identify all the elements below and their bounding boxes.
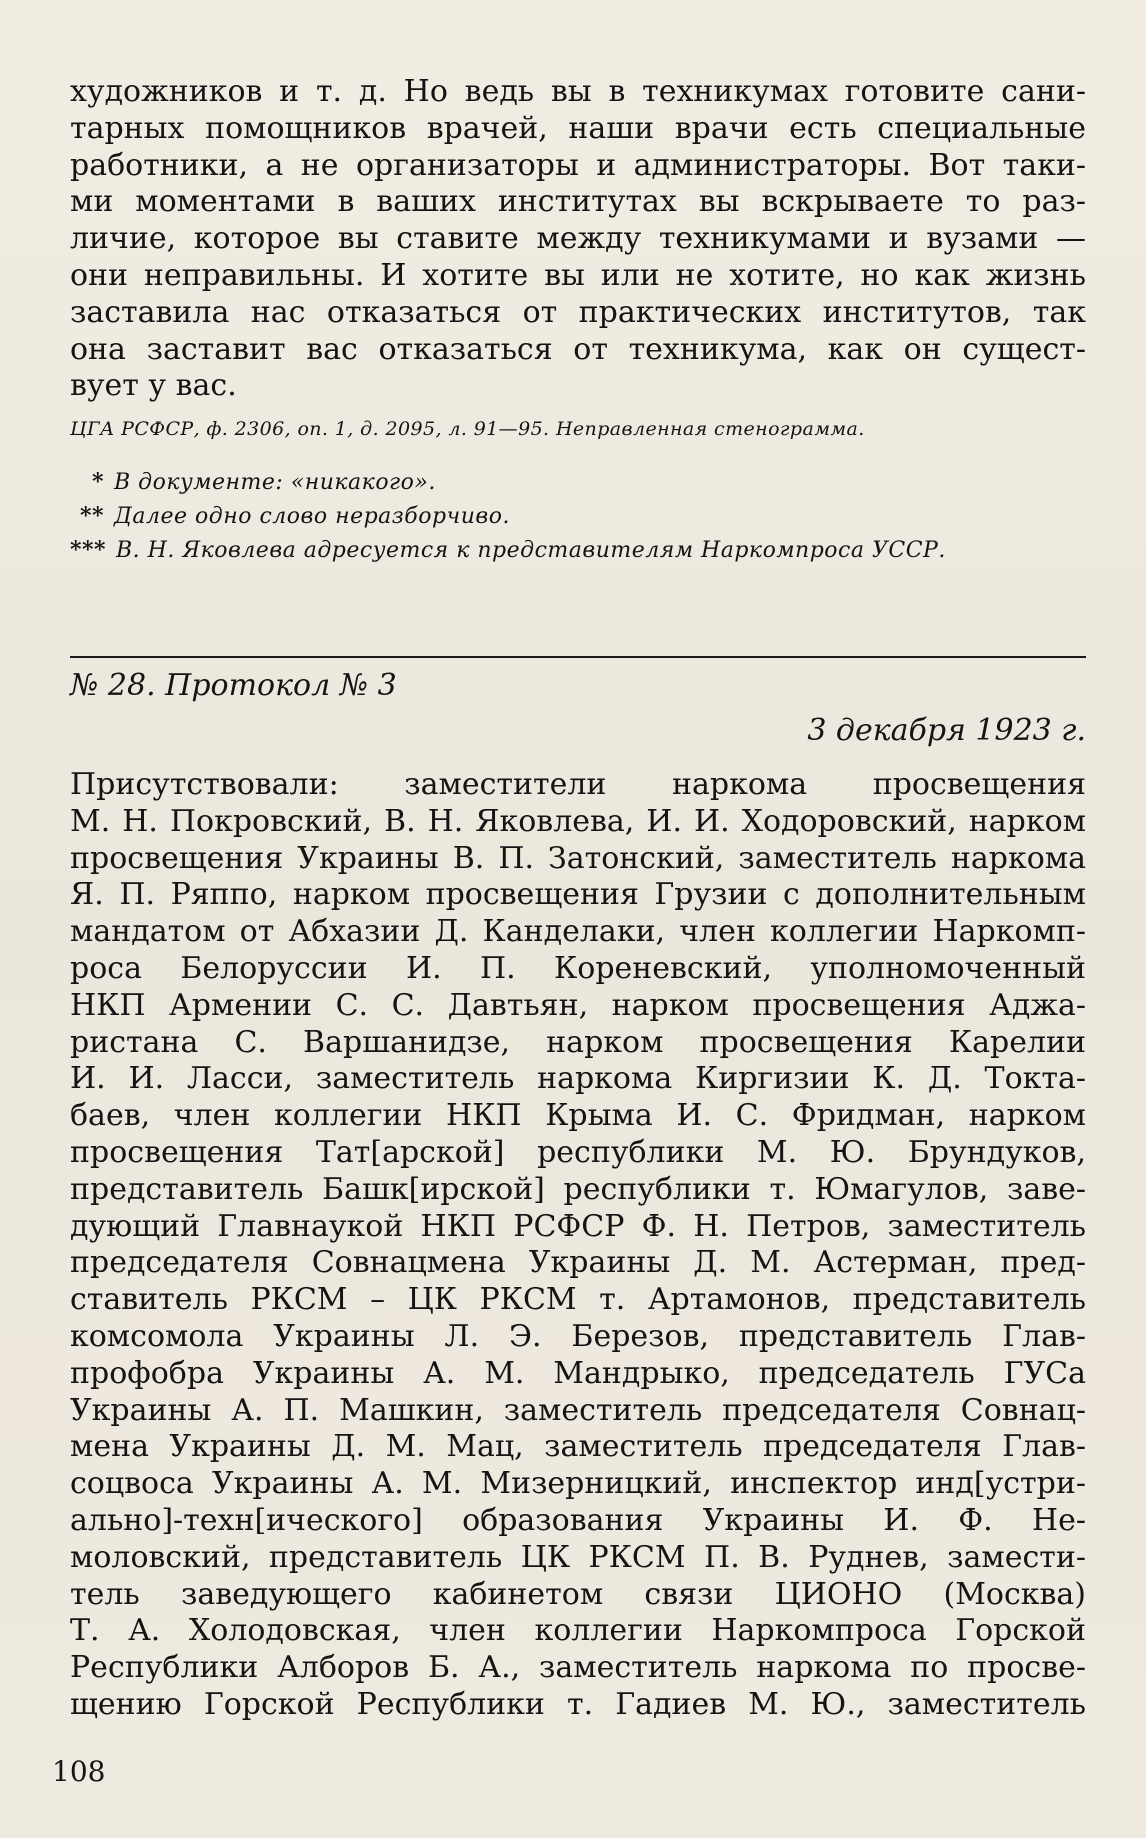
text-line: профобра Украины А. М. Мандрыко, председатель ГУСа	[70, 1355, 1086, 1391]
document-heading: № 28. Протокол № 3	[70, 668, 397, 703]
text-line: Присутствовали: заместители наркома просвещения	[70, 767, 1086, 802]
text-line: тель заведующего кабинетом связи ЦИОНО (Москва)	[70, 1576, 1086, 1612]
text-line: НКП Армении С. С. Давтьян, нарком просвещения Аджа-	[70, 987, 1086, 1023]
text-line: И. И. Ласси, заместитель наркома Киргизии К. Д. Токта-	[70, 1061, 1086, 1097]
footnote-mark: ***	[70, 537, 107, 563]
protocol-paragraph	[70, 767, 1086, 1724]
text-line: они неправильны. И хотите вы или не хотите, но как жизнь	[70, 257, 1086, 293]
text-line: баев, член коллегии НКП Крыма И. С. Фридман, нарком	[70, 1098, 1086, 1134]
footnote-text: В документе: «никакого».	[114, 470, 436, 495]
text-line: работники, а не организаторы и администраторы. Вот таки-	[70, 147, 1086, 183]
footnote-2	[80, 503, 510, 529]
footnote-3	[70, 537, 946, 563]
text-line: Украины А. П. Машкин, заместитель председателя Совнац-	[70, 1392, 1086, 1428]
footnote-mark: *	[92, 469, 105, 495]
text-line: заставила нас отказаться от практических институтов, так	[70, 294, 1086, 330]
page-number: 108	[52, 1755, 106, 1788]
document-date: 3 декабря 1923 г.	[807, 713, 1086, 748]
footnote-mark: **	[80, 503, 105, 529]
archive-source-note: ЦГА РСФСР, ф. 2306, оп. 1, д. 2095, л. 91—95. Неправленная стенограмма.	[70, 418, 865, 440]
text-line: роса Белоруссии И. П. Кореневский, уполномоченный	[70, 950, 1086, 986]
text-line: моловский, представитель ЦК РКСМ П. В. Руднев, замести-	[70, 1539, 1086, 1575]
footnote-text: В. Н. Яковлева адресуется к представителям Наркомпроса УССР.	[116, 538, 946, 563]
text-line: М. Н. Покровский, В. Н. Яковлева, И. И. Ходоровский, нарком	[70, 803, 1086, 839]
text-line: ально]-техн[ического] образования Украины И. Ф. Не-	[70, 1502, 1086, 1538]
text-line: мандатом от Абхазии Д. Канделаки, член коллегии Наркомп-	[70, 914, 1086, 950]
text-line: щению Горской Республики т. Гадиев М. Ю., заместитель	[70, 1686, 1086, 1722]
text-line: Я. П. Ряппо, нарком просвещения Грузии с дополнительным	[70, 877, 1086, 913]
text-line: дующий Главнаукой НКП РСФСР Ф. Н. Петров, заместитель	[70, 1208, 1086, 1244]
text-line: комсомола Украины Л. Э. Березов, представитель Глав-	[70, 1318, 1086, 1354]
text-line: председателя Совнацмена Украины Д. М. Астерман, пред-	[70, 1245, 1086, 1281]
text-line: Республики Алборов Б. А., заместитель наркома по просве-	[70, 1650, 1086, 1686]
text-line: художников и т. д. Но ведь вы в техникумах готовите сани-	[70, 74, 1086, 109]
section-divider	[70, 656, 1086, 658]
footnote-text: Далее одно слово неразборчиво.	[114, 504, 510, 529]
text-line: ставитель РКСМ – ЦК РКСМ т. Артамонов, представитель	[70, 1282, 1086, 1318]
text-line: представитель Башк[ирской] республики т. Юмагулов, заве-	[70, 1171, 1086, 1207]
top-paragraph	[70, 74, 1086, 405]
text-line: Т. А. Холодовская, член коллегии Наркомпроса Горской	[70, 1613, 1086, 1649]
text-line: просвещения Украины В. П. Затонский, заместитель наркома	[70, 840, 1086, 876]
text-line: ристана С. Варшанидзе, нарком просвещения Карелии	[70, 1024, 1086, 1060]
text-line: тарных помощников врачей, наши врачи есть специальные	[70, 110, 1086, 146]
text-line: просвещения Тат[арской] республики М. Ю. Брундуков,	[70, 1134, 1086, 1170]
text-line: она заставит вас отказаться от техникума, как он сущест-	[70, 331, 1086, 367]
text-line: соцвоса Украины А. М. Мизерницкий, инспектор инд[устри-	[70, 1466, 1086, 1502]
text-line: ми моментами в ваших институтах вы вскрываете то раз-	[70, 184, 1086, 220]
text-line: личие, которое вы ставите между техникумами и вузами —	[70, 221, 1086, 257]
text-line: мена Украины Д. М. Мац, заместитель председателя Глав-	[70, 1429, 1086, 1465]
text-line: вует у вас.	[70, 368, 237, 404]
footnote-1	[92, 469, 436, 495]
